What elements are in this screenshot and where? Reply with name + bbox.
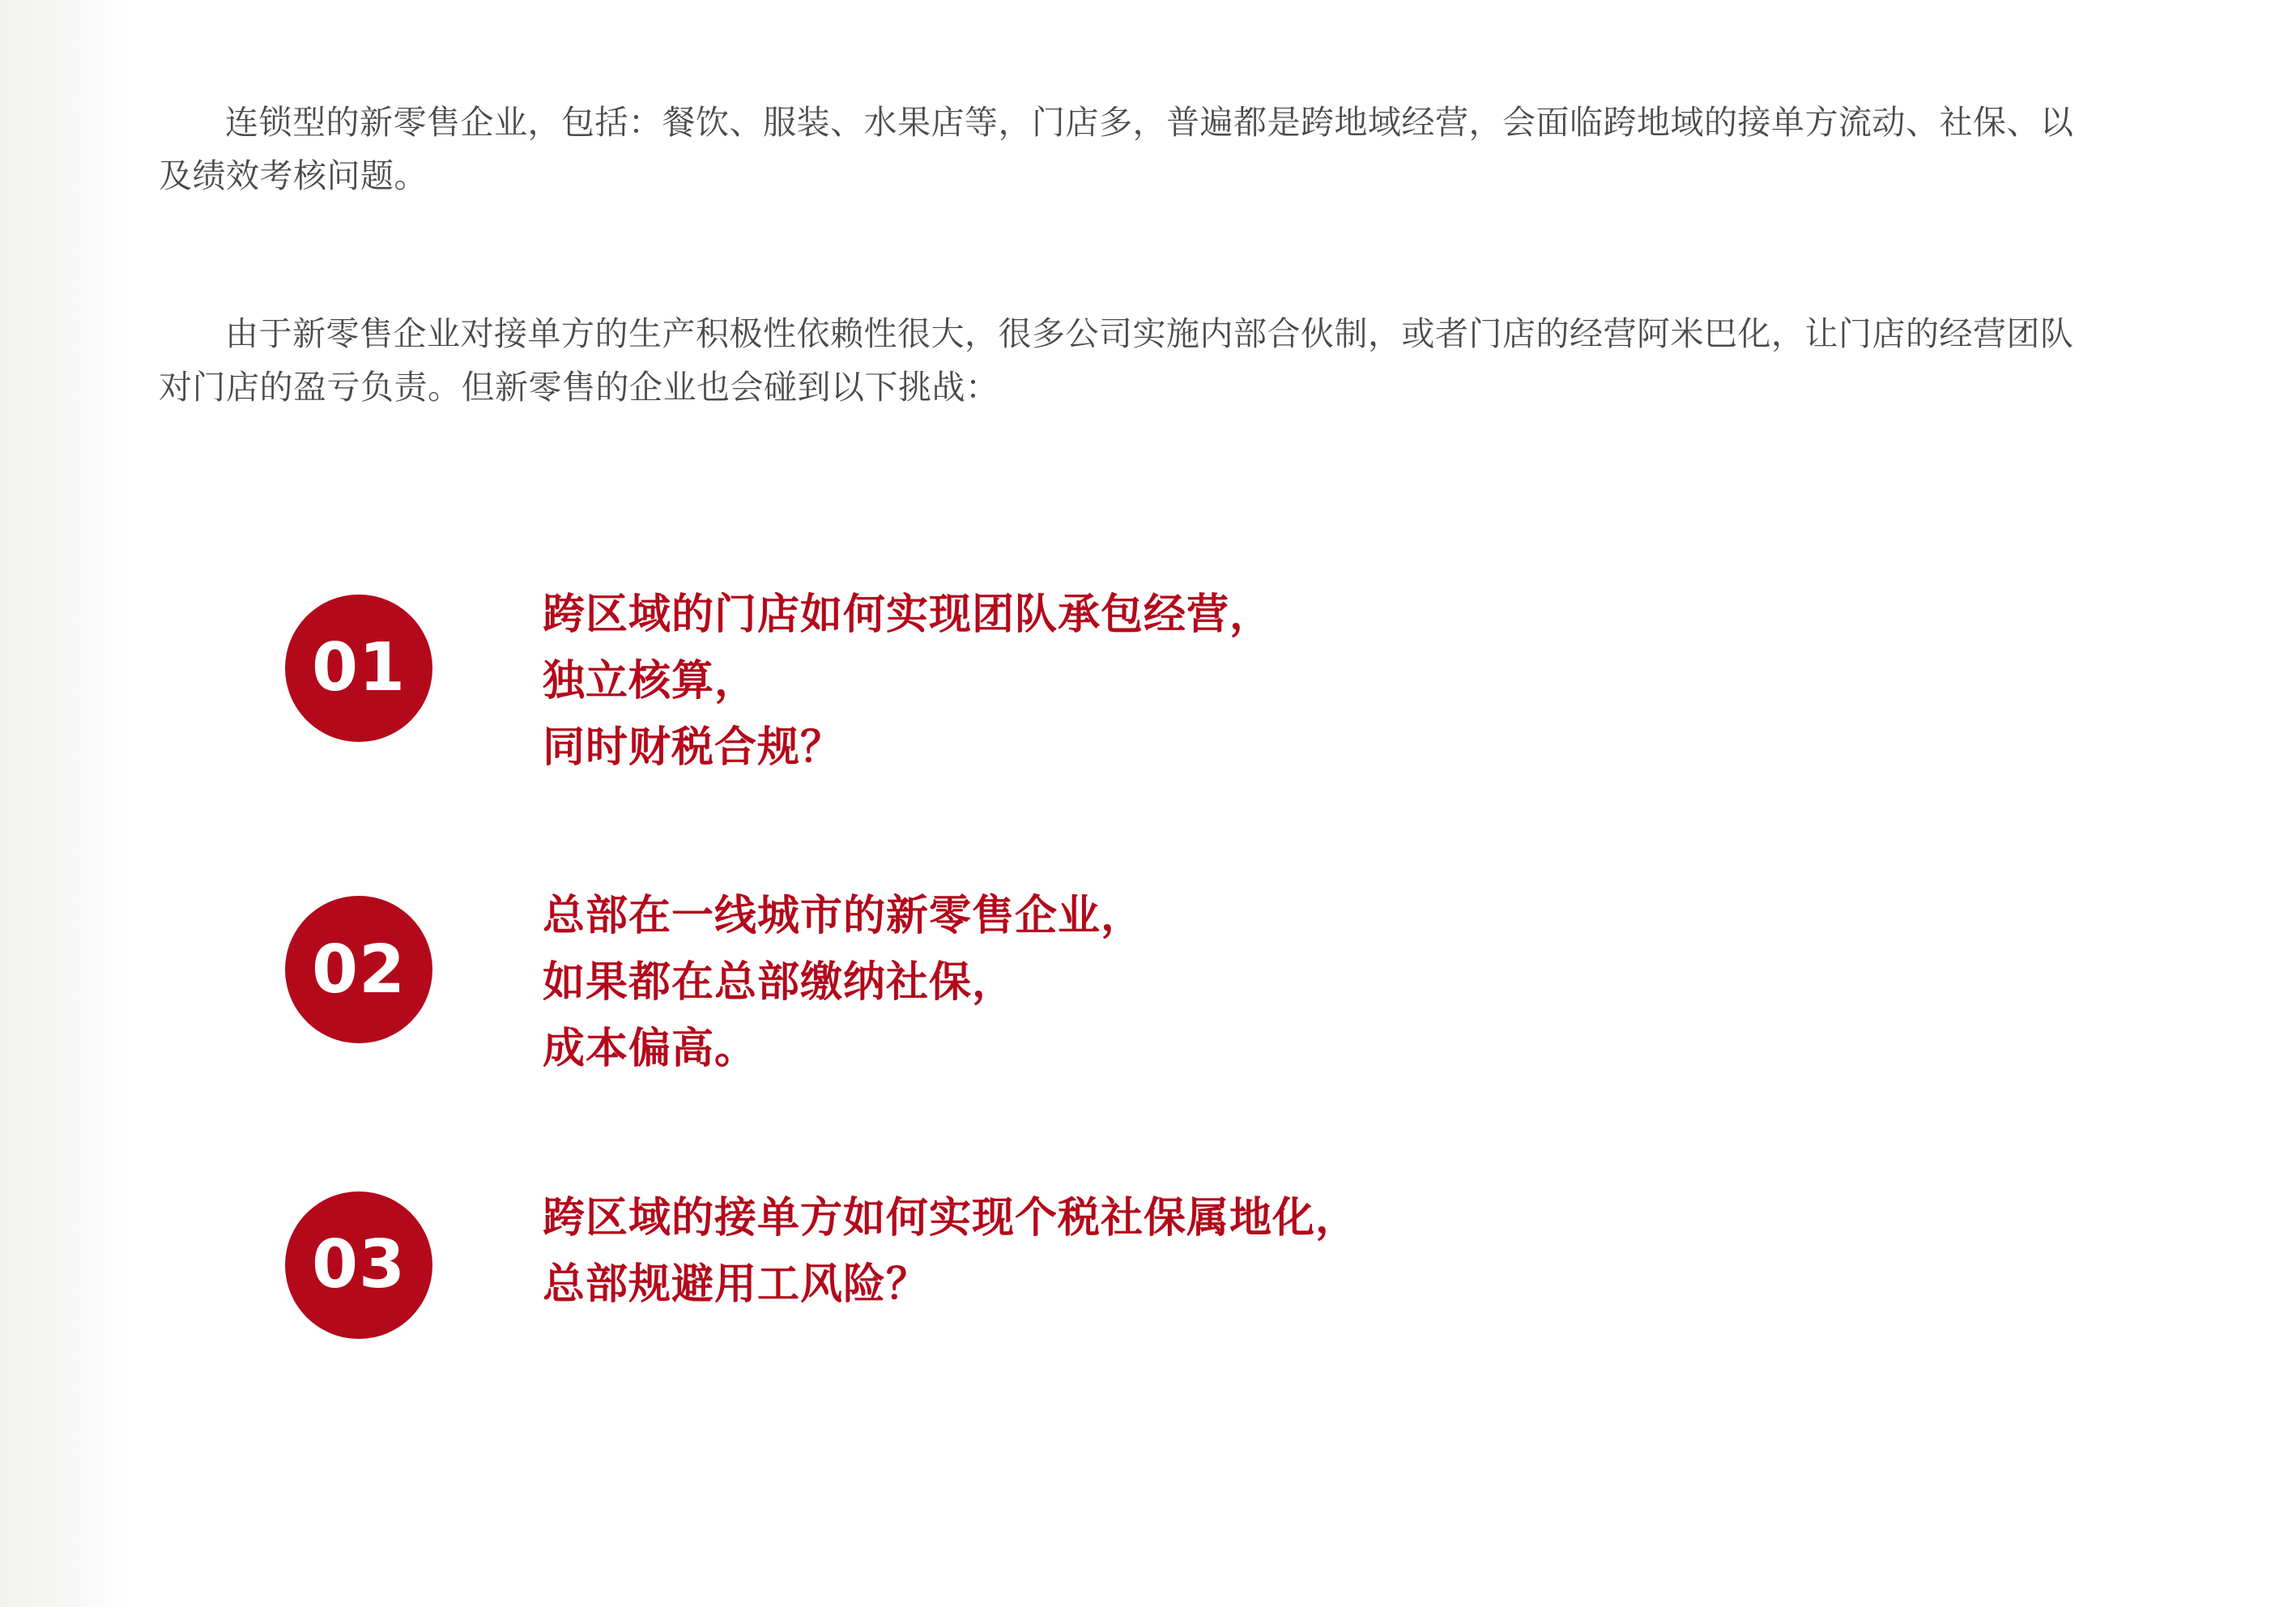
challenge-item-01 xyxy=(159,577,2094,781)
challenge-item-02 xyxy=(159,878,2094,1082)
challenge-number-badge-02: 02 xyxy=(285,896,432,1043)
challenge-line: 总部在一线城市的新零售企业， xyxy=(543,893,1144,940)
challenge-number-badge-01: 01 xyxy=(285,595,432,742)
challenge-line: 如果都在总部缴纳社保， xyxy=(543,959,1016,1007)
challenge-text-02 xyxy=(543,878,1144,1082)
challenge-number-badge-03: 03 xyxy=(285,1191,432,1339)
challenge-item-03 xyxy=(159,1180,2094,1339)
challenge-list xyxy=(159,577,2094,1339)
challenge-line: 同时财税合规？ xyxy=(543,723,844,771)
challenge-text-03 xyxy=(543,1180,1358,1318)
challenge-line: 独立核算， xyxy=(543,657,758,705)
challenge-line: 跨区域的门店如何实现团队承包经营， xyxy=(543,590,1273,638)
challenge-line: 总部规避用工风险？ xyxy=(543,1260,930,1308)
intro-section xyxy=(159,0,2094,415)
paragraph-2: 由于新零售企业对接单方的生产积极性依赖性很大，很多公司实施内部合伙制，或者门店的经营阿米巴化，让门店的经营团队对门店的盈亏负责。但新零售的企业也会碰到以下挑战： xyxy=(159,314,2074,407)
challenge-line: 成本偏高。 xyxy=(543,1025,758,1073)
challenge-text-01 xyxy=(543,577,1272,781)
challenge-line: 跨区域的接单方如何实现个税社保属地化， xyxy=(543,1194,1359,1242)
paragraph-1: 连锁型的新零售企业，包括：餐饮、服装、水果店等，门店多，普遍都是跨地域经营，会面临跨地域的接单方流动、社保、以及绩效考核问题。 xyxy=(159,104,2074,195)
